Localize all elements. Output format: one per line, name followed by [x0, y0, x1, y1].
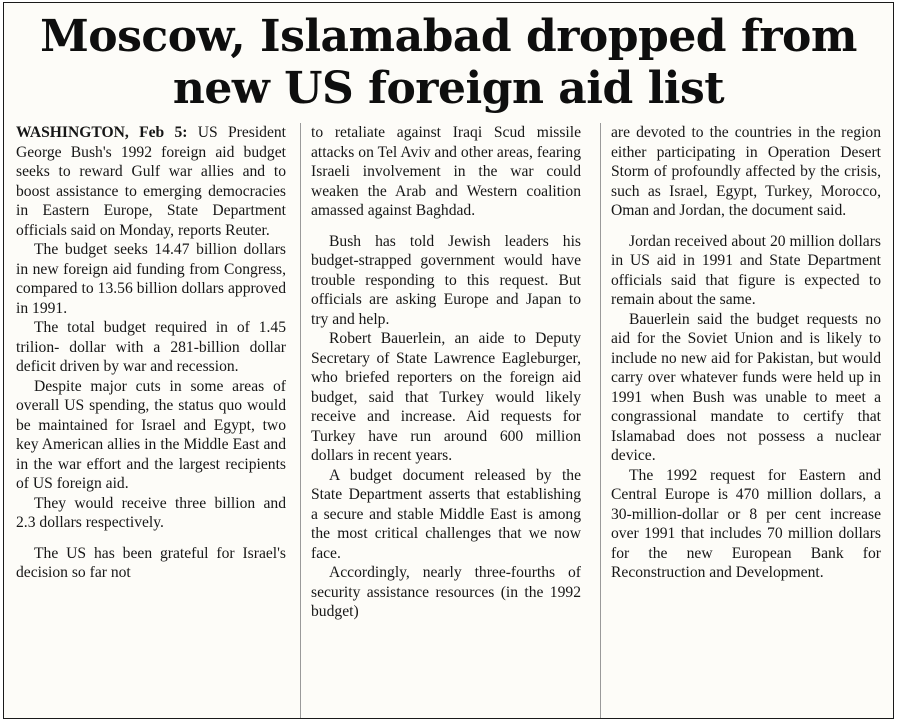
headline-line-2: new US foreign aid list [172, 63, 725, 114]
article-body [16, 123, 884, 719]
newspaper-clipping [3, 2, 894, 719]
paragraph: The budget seeks 14.47 billion dollars in new foreign aid funding from Congress, compared to 13.56 billion dollars approved in 1991. [16, 241, 286, 317]
paragraph [16, 123, 286, 240]
paragraph: to retaliate against Iraqi Scud missile attacks on Tel Aviv and other areas, fearing Israeli involvement in the war could weaken the Arab and Western coalition amassed against Baghdad. [311, 124, 581, 219]
headline-line-1: Moscow, Islamabad dropped from [40, 11, 857, 62]
paragraph: are devoted to the countries in the region either participating in Operation Desert Storm of profoundly affected by the crisis, such as Israel, Egypt, Turkey, Morocco, Oman and Jordan, the document said. [611, 124, 881, 219]
paragraph: The 1992 request for Eastern and Central Europe is 470 million dollars, a 30-million-dollar or 8 per cent increase over 1991 that includes 70 million dollars for the new European Bank for Reconstruction and Development. [611, 466, 881, 581]
paragraph: They would receive three billion and 2.3 dollars respectively. [16, 494, 286, 531]
paragraph: Bauerlein said the budget requests no aid for the Soviet Union and is likely to include no new aid for Pakistan, but would carry over whatever funds were held up in 1991 when Bush was unable to meet a congrassional mandate to certify that Islamabad does not possess a nuclear device. [611, 310, 881, 464]
column-divider [300, 123, 301, 719]
column-1 [16, 123, 286, 583]
paragraph: Jordan received about 20 million dollars in US aid in 1991 and State Department officials said that figure is expected to remain about the same. [611, 232, 881, 308]
paragraph: Bush has told Jewish leaders his budget-strapped government would have trouble responding to this request. But officials are asking Europe and Japan to try and help. [311, 232, 581, 328]
paragraph: Despite major cuts in some areas of overall US spending, the status quo would be maintained for Israel and Egypt, two key American allies in the Middle East and in the war effort and the largest recipients of US foreign aid. [16, 377, 286, 492]
dateline: WASHINGTON, Feb 5: [16, 124, 188, 141]
paragraph: The total budget required in of 1.45 trilion- dollar with a 281-billion dollar deficit driven by war and recession. [16, 319, 286, 375]
paragraph: Accordingly, nearly three-fourths of security assistance resources (in the 1992 budget) [311, 564, 581, 620]
headline [4, 11, 893, 115]
paragraph: Robert Bauerlein, an aide to Deputy Secretary of State Lawrence Eagleburger, who briefed reporters on the foreign aid budget, said that Turkey would likely receive and increase. Aid requests for Turkey have run around 600 million dollars in recent years. [311, 330, 581, 464]
paragraph-text: US President George Bush's 1992 foreign aid budget seeks to reward Gulf war allies and to boost assistance to emerging democracies in Eastern Europe, State Department officials said on Monday, reports Reuter. [16, 124, 286, 239]
column-2 [311, 123, 581, 622]
column-divider [600, 123, 601, 719]
paragraph: The US has been grateful for Israel's decision so far not [16, 544, 286, 581]
column-3 [611, 123, 881, 583]
paragraph: A budget document released by the State Department asserts that establishing a secure and stable Middle East is among the most critical challenges that we now face. [311, 466, 581, 562]
